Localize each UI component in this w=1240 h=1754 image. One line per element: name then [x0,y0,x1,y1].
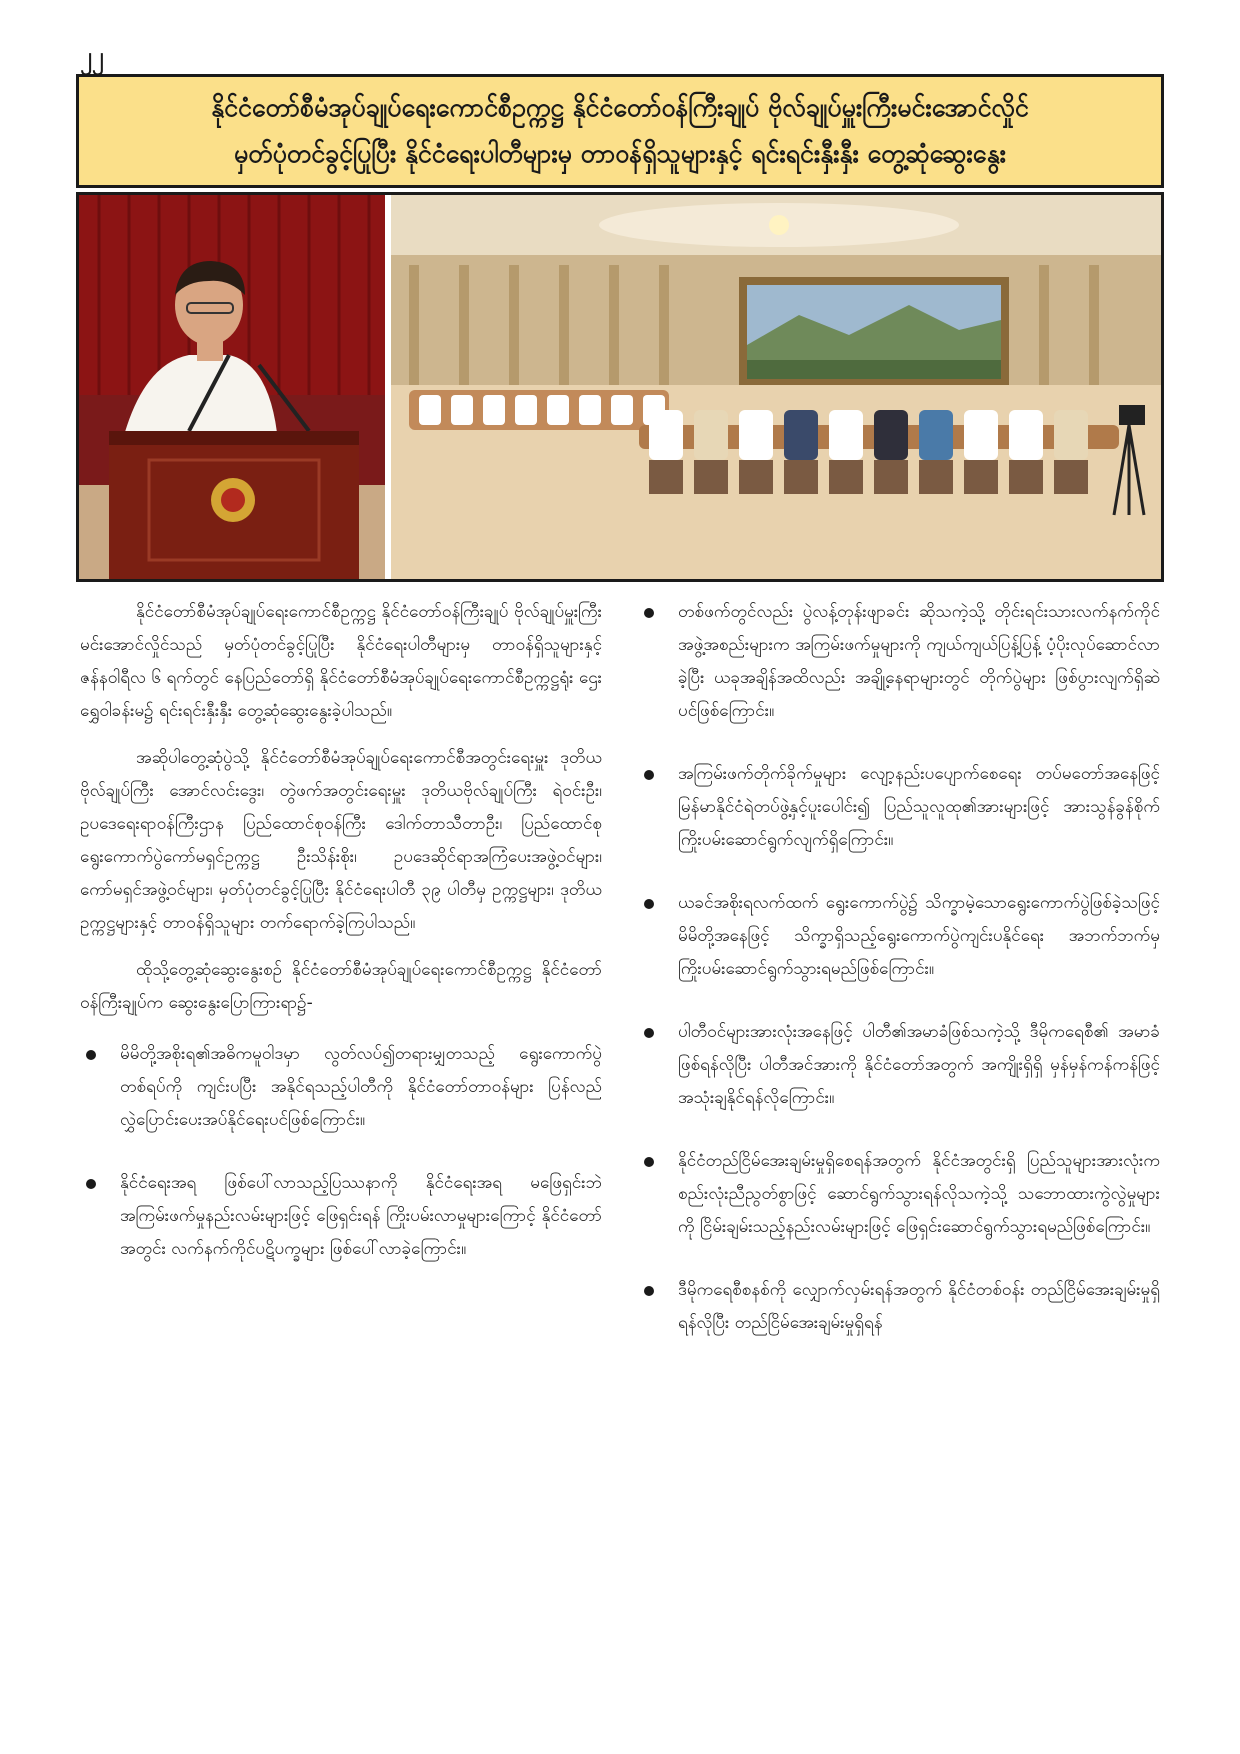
bullet-item [638,887,1160,986]
bullet-text: မိမိတို့အစိုးရ၏အဓိကမူဝါဒမှာ လွတ်လပ်၍တရားမျှတသည့် ရွေးကောက်ပွဲတစ်ရပ်ကို ကျင်းပပြီး အနိုင်ရသည့်ပါတီကို နိုင်ငံတော်တာဝန်များ ပြန်လည်လွှဲပြောင်းပေးအပ်နိုင်ရေးပင်ဖြစ်ကြောင်း။ [120,1044,602,1130]
bullet-item [638,1016,1160,1115]
intro-paragraph: နိုင်ငံတော်စီမံအုပ်ချုပ်ရေးကောင်စီဥက္ကဋ္ဌ နိုင်ငံတော်ဝန်ကြီးချုပ် ဗိုလ်ချုပ်မှူးကြီး မင်းအောင်လှိုင်သည် မှတ်ပုံတင်ခွင့်ပြုပြီး နိုင်ငံရေးပါတီများမှ တာဝန်ရှိသူများနှင့် ဇန်နဝါရီလ ၆ ရက်တွင် နေပြည်တော်ရှိ နိုင်ငံတော်စီမံအုပ်ချုပ်ရေးကောင်စီဥက္ကဋ္ဌရုံး ဌေးရွှေဝါခန်းမ၌ ရင်းရင်းနှီးနှီး တွေ့ဆုံဆွေးနွေးခဲ့ပါသည်။ [80,602,602,721]
bullet-dot-icon [86,1179,96,1189]
bullet-item [638,758,1160,857]
bullet-text: နိုင်ငံရေးအရ ဖြစ်ပေါ်လာသည့်ပြဿနာကို နိုင်ငံရေးအရ မဖြေရှင်းဘဲ အကြမ်းဖက်မှုနည်းလမ်းများဖြင့် ဖြေရှင်းရန် ကြိုးပမ်းလာမှုများကြောင့် နိုင်ငံတော်အတွင်း လက်နက်ကိုင်ပဋိပက္ခများ ဖြစ်ပေါ်လာခဲ့ကြောင်း။ [120,1173,602,1259]
bullet-text: အကြမ်းဖက်တိုက်ခိုက်မှုများ လျော့နည်းပပျောက်စေရေး တပ်မတော်အနေဖြင့် မြန်မာနိုင်ငံရဲတပ်ဖွဲ့နှင့်ပူးပေါင်း၍ ပြည်သူလူထု၏အားများဖြင့် အားသွန်ခွန်စိုက် ကြိုးပမ်းဆောင်ရွက်လျက်ရှိကြောင်း။ [678,764,1160,850]
headline-line-2: မှတ်ပုံတင်ခွင့်ပြုပြီး နိုင်ငံရေးပါတီများမှ တာဝန်ရှိသူများနှင့် ရင်းရင်းနှီးနှီး တွေ့ဆုံဆွေးနွေး [233,139,1007,168]
headline-line-1: နိုင်ငံတော်စီမံအုပ်ချုပ်ရေးကောင်စီဥက္ကဋ္ဌ နိုင်ငံတော်ဝန်ကြီးချုပ် ဗိုလ်ချုပ်မှူးကြီးမင်းအောင်လှိုင် [211,93,1029,122]
bullet-text: နိုင်ငံတည်ငြိမ်အေးချမ်းမှုရှိစေရန်အတွက် နိုင်ငံအတွင်းရှိ ပြည်သူများအားလုံးက စည်းလုံးညီညွတ်စွာဖြင့် ဆောင်ရွက်သွားရန်လိုသကဲ့သို့ သဘောထားကွဲလွဲမှုများကို ငြိမ်းချမ်းသည့်နည်းလမ်းများဖြင့် ဖြေရှင်းဆောင်ရွက်သွားရမည်ဖြစ်ကြောင်း။ [678,1151,1160,1237]
bullet-item [638,1145,1160,1244]
news-photo [76,192,1164,582]
attendees-paragraph: အဆိုပါတွေ့ဆုံပွဲသို့ နိုင်ငံတော်စီမံအုပ်ချုပ်ရေးကောင်စီအတွင်းရေးမှူး ဒုတိယဗိုလ်ချုပ်ကြီး အောင်လင်းဒွေး၊ တွဲဖက်အတွင်းရေးမှူး ဒုတိယဗိုလ်ချုပ်ကြီး ရဲဝင်းဦး၊ ဥပဒေရေးရာဝန်ကြီးဌာန ပြည်ထောင်စုဝန်ကြီး ဒေါက်တာသီတာဦး၊ ပြည်ထောင်စုရွေးကောက်ပွဲကော်မရှင်ဥက္ကဋ္ဌ ဦးသိန်းစိုး၊ ဥပဒေဆိုင်ရာအကြံပေးအဖွဲ့ဝင်များ၊ ကော်မရှင်အဖွဲ့ဝင်များ၊ မှတ်ပုံတင်ခွင့်ပြုပြီး နိုင်ငံရေးပါတီ ၃၉ ပါတီမှ ဥက္ကဋ္ဌများ၊ ဒုတိယဥက္ကဋ္ဌများနှင့် တာဝန်ရှိသူများ တက်ရောက်ခဲ့ကြပါသည်။ [80,748,602,933]
bullet-item [638,596,1160,728]
speech-intro-paragraph: ထိုသို့တွေ့ဆုံဆွေးနွေးစဉ် နိုင်ငံတော်စီမံအုပ်ချုပ်ရေးကောင်စီဥက္ကဋ္ဌ နိုင်ငံတော်ဝန်ကြီးချုပ်က ဆွေးနွေးပြောကြားရာ၌- [80,960,602,1013]
bullet-dot-icon [644,1157,654,1167]
bullet-dot-icon [644,899,654,909]
bullet-dot-icon [644,608,654,618]
headline-box [76,74,1164,188]
right-column [638,596,1160,1370]
meeting-hall-photo-icon [391,195,1161,579]
bullet-item [80,1167,602,1266]
podium-speaker-photo-icon [79,195,385,579]
bullet-text: တစ်ဖက်တွင်လည်း ပွဲလန့်တုန်းဖျာခင်း ဆိုသကဲ့သို့ တိုင်းရင်းသားလက်နက်ကိုင်အဖွဲ့အစည်းများက အကြမ်းဖက်မှုများကို ကျယ်ကျယ်ပြန့်ပြန့် ပံ့ပိုးလုပ်ဆောင်လာခဲ့ပြီး ယခုအချိန်အထိလည်း အချို့နေရာများတွင် တိုက်ပွဲများ ဖြစ်ပွားလျက်ရှိဆဲပင်ဖြစ်ကြောင်း။ [678,602,1160,721]
bullet-dot-icon [644,1028,654,1038]
bullet-dot-icon [644,770,654,780]
bullet-text: ဒီမိုကရေစီစနစ်ကို လျှောက်လှမ်းရန်အတွက် နိုင်ငံတစ်ဝန်း တည်ငြိမ်အေးချမ်းမှုရှိရန်လိုပြီး တည်ငြိမ်အေးချမ်းမှုရှိရန် [678,1280,1160,1333]
bullet-dot-icon [644,1286,654,1296]
bullet-text: ပါတီဝင်များအားလုံးအနေဖြင့် ပါတီ၏အမာခံဖြစ်သကဲ့သို့ ဒီမိုကရေစီ၏ အမာခံဖြစ်ရန်လိုပြီး ပါတီအင်အားကို နိုင်ငံတော်အတွက် အကျိုးရှိရှိ မှန်မှန်ကန်ကန်ဖြင့် အသုံးချနိုင်ရန်လိုကြောင်း။ [678,1022,1160,1108]
bullet-text: ယခင်အစိုးရလက်ထက် ရွေးကောက်ပွဲ၌ သိက္ခာမဲ့သောရွေးကောက်ပွဲဖြစ်ခဲ့သဖြင့် မိမိတို့အနေဖြင့် သိက္ခာရှိသည့်ရွေးကောက်ပွဲကျင်းပနိုင်ရေး အဘက်ဘက်မှ ကြိုးပမ်းဆောင်ရွက်သွားရမည်ဖြစ်ကြောင်း။ [678,893,1160,979]
page-number: ၂၂ [80,42,104,70]
left-column [80,596,602,1296]
bullet-item [80,1038,602,1137]
bullet-item [638,1274,1160,1340]
bullet-dot-icon [86,1050,96,1060]
